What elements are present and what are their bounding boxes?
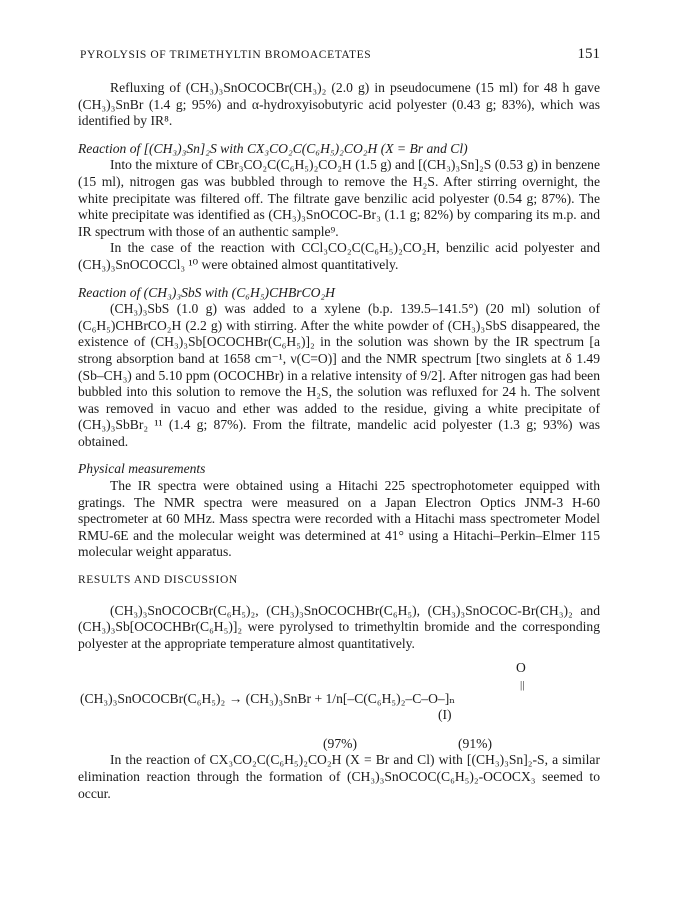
reaction-equation [78, 660, 600, 752]
reaction-scheme: (CH₃)₃SnOCOCBr(C₆H₅)₂ → (CH₃)₃SnBr + 1/n[–C(C₆H₅)₂–C–O–]ₙ [80, 691, 456, 707]
section-heading-results: RESULTS AND DISCUSSION [78, 574, 238, 587]
section-heading-thiostannane: Reaction of [(CH₃)₃Sn]₂S with CX₃CO₂C(C₆H₅)₂CO₂H (X = Br and Cl) [78, 140, 468, 156]
yield-polyester: (91%) [458, 736, 492, 752]
running-title: PYROLYSIS OF TRIMETHYLTIN BROMOACETATES [80, 49, 372, 61]
paragraph-reflux: Refluxing of (CH₃)₃SnOCOCBr(CH₃)₂ (2.0 g) in pseudocumene (15 ml) for 48 h gave (CH₃)₃SnBr (1.4 g; 95%) and α-hydroxyisobutyric acid polyester (0.43 g; 83%), which was identified by IR⁸. [78, 80, 600, 129]
paragraph-instrumentation: The IR spectra were obtained using a Hitachi 225 spectrophotometer equipped with gratings. The NMR spectra were measured on a Japan Electron Optics JNM-3 H-60 spectrometer at 60 MHz. Mass spectra were recorded with a Hitachi mass spectrometer Model RMU-6E and the molecular weight was determined at 41° using a Hitachi–Perkin–Elmer 115 molecular weight apparatus. [78, 478, 600, 560]
compound-label: (I) [438, 707, 452, 723]
yield-tin-bromide: (97%) [323, 736, 357, 752]
paragraph-ccl3-reaction: In the case of the reaction with CCl₃CO₂C(C₆H₅)₂CO₂H, benzilic acid polyester and (CH₃)₃SnOCOCCl₃ ¹⁰ were obtained almost quantitatively. [78, 240, 600, 272]
paragraph-elimination: In the reaction of CX₃CO₂C(C₆H₅)₂CO₂H (X = Br and Cl) with [(CH₃)₃Sn]₂-S, a similar elimination reaction through the formation of (CH₃)₃SnOCOC(C₆H₅)₂-OCOCX₃ seemed to occur. [78, 752, 600, 801]
paragraph-stibine-reaction: (CH₃)₃SbS (1.0 g) was added to a xylene (b.p. 139.5–141.5°) (20 ml) solution of (C₆H₅)CHBrCO₂H (2.2 g) with stirring. After the white powder of (CH₃)₃SbS disappeared, the existence of (CH₃)₃Sb[OCOCHBr(C₆H₅)]₂ in the solution was shown by the IR spectrum [a strong absorption band at 1658 cm⁻¹, ν(C=O)] and the NMR spectrum [two singlets at δ 1.49 (Sb–CH₃) and 5.10 ppm (OCOCHBr) in a relative intensity of 9/2]. After nitrogen gas had been bubbled into this solution to remove the H₂S, the solution was refluxed for 24 h. The solvent was removed in vacuo and ether was added to the residue, giving a white precipitate of (CH₃)₃SbBr₂ ¹¹ (1.4 g; 87%). From the filtrate, mandelic acid polyester (1.3 g; 93%) was obtained. [78, 301, 600, 449]
page-header [80, 46, 600, 66]
paragraph-cbr3-reaction: Into the mixture of CBr₃CO₂C(C₆H₅)₂CO₂H (1.5 g) and [(CH₃)₃Sn]₂S (0.53 g) in benzene (15 ml), nitrogen gas was bubbled through to remove the H₂S. After stirring overnight, the white precipitate was filtered off. The filtrate gave benzilic acid polyester (0.54 g; 87%). The white precipitate was identified as (CH₃)₃SnOCOC-Br₃ (1.1 g; 82%) by comparing its m.p. and IR spectrum with those of an authentic sample⁹. [78, 157, 600, 239]
carbonyl-double-bond: || [520, 679, 525, 692]
page-number: 151 [577, 46, 600, 62]
section-heading-stibine-sulfide: Reaction of (CH₃)₃SbS with (C₆H₅)CHBrCO₂H [78, 284, 335, 300]
paragraph-pyrolysis: (CH₃)₃SnOCOCBr(C₆H₅)₂, (CH₃)₃SnOCOCHBr(C₆H₅), (CH₃)₃SnOCOC-Br(CH₃)₂ and (CH₃)₃Sb[OCOCHBr(C₆H₅)]₂ were pyrolysed to trimethyltin bromide and the corresponding polyester at the appropriate temperature almost quantitatively. [78, 602, 600, 651]
carbonyl-oxygen: O [516, 660, 526, 676]
article-body [78, 80, 600, 802]
section-heading-physical-measurements: Physical measurements [78, 461, 206, 477]
